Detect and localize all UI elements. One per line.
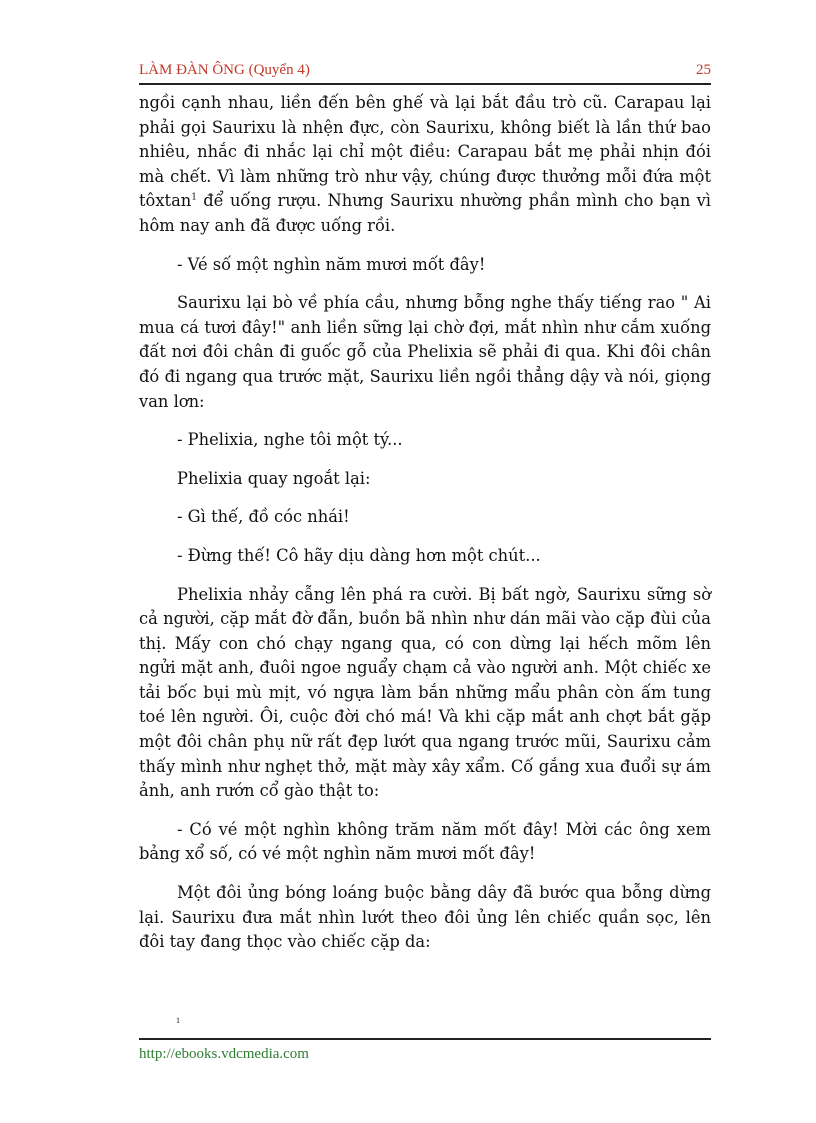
paragraph-4: - Phelixia, nghe tôi một tý... bbox=[177, 430, 403, 450]
page-number: 25 bbox=[696, 62, 711, 78]
footer-divider bbox=[139, 1038, 711, 1040]
paragraph-7: - Đừng thế! Cô hãy dịu dàng hơn một chút... bbox=[177, 545, 541, 565]
paragraph-8: Phelixia nhảy cẫng lên phá ra cười. Bị bất ngờ, Saurixu sững sờ cả người, cặp mắt đờ đẫn, buồn bã nhìn như dán mãi vào cặp đùi của thị. Mấy con chó chạy ngang qua, có con dừng lại hếch mõm lên ngửi mặt anh, đuôi ngoe nguẩy chạm cả vào người anh. Một chiếc xe tải bốc bụi mù mịt, vó ngựa làm bắn những mẩu phân còn ấm tung toé lên người. Ôi, cuộc đời chó má! Và khi cặp mắt anh chợt bắt gặp một đôi chân phụ nữ rất đẹp lướt qua ngang trước mũi, Saurixu cảm thấy mình như nghẹt thở, mặt mày xây xẩm. Cố gắng xua đuổi sự ám ảnh, anh rướn cổ gào thật to: bbox=[139, 584, 711, 801]
paragraph-1: ngồi cạnh nhau, liền đến bên ghế và lại bắt đầu trò cũ. Carapau lại phải gọi Saurixu là nhện đực, còn Saurixu, không biết là lần thứ bao nhiêu, nhắc đi nhắc lại chỉ một điều: Carapau bắt mẹ phải nhịn đói mà chết. Vì làm những trò như vậy, chúng được thưởng mỗi đứa một tôxtan$^1$ để uống rượu. Nhưng Saurixu nhường phần mình cho bạn vì hôm nay anh đã được uống rồi. bbox=[139, 93, 711, 235]
footnote-reference[interactable]: 1 bbox=[191, 192, 197, 203]
footer-link[interactable]: http://ebooks.vdcmedia.com bbox=[139, 1046, 309, 1062]
paragraph-6: - Gì thế, đồ cóc nhái! bbox=[177, 507, 350, 527]
book-title: LÀM ĐÀN ÔNG (Quyển 4) bbox=[139, 62, 310, 78]
running-header bbox=[139, 62, 711, 79]
header-divider bbox=[139, 83, 711, 85]
paragraph-2: - Vé số một nghìn năm mươi mốt đây! bbox=[177, 254, 486, 274]
paragraph-3: Saurixu lại bò về phía cầu, nhưng bỗng nghe thấy tiếng rao " Ai mua cá tươi đây!" anh liền sững lại chờ đợi, mắt nhìn như cắm xuống đất nơi đôi chân đi guốc gỗ của Phelixia sẽ phải đi qua. Khi đôi chân đó đi ngang qua trước mặt, Saurixu liền ngồi thẳng dậy và nói, giọng van lơn: bbox=[139, 293, 711, 411]
paragraph-9: - Có vé một nghìn không trăm năm mốt đây! Mời các ông xem bảng xổ số, có vé một nghìn năm mươi mốt đây! bbox=[139, 819, 711, 864]
paragraph-10: Một đôi ủng bóng loáng buộc bằng dây đã bước qua bỗng dừng lại. Saurixu đưa mắt nhìn lướt theo đôi ủng lên chiếc quần sọc, lên đôi tay đang thọc vào chiếc cặp da: bbox=[139, 883, 711, 952]
footnote-marker: 1 bbox=[176, 1016, 180, 1025]
paragraph-5: Phelixia quay ngoắt lại: bbox=[177, 468, 371, 488]
page-body bbox=[139, 91, 711, 955]
